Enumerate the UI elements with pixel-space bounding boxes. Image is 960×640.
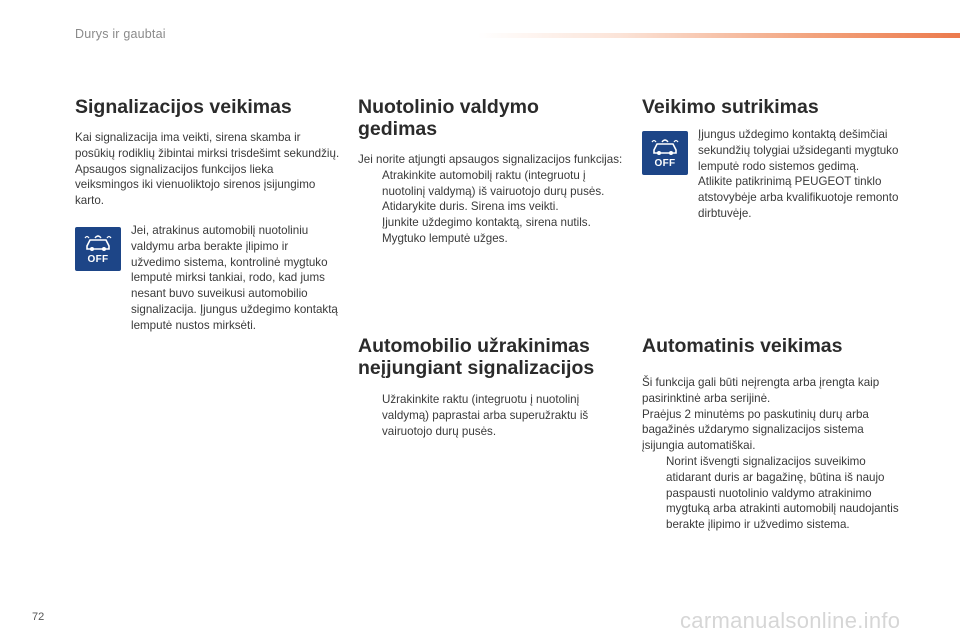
- column-nuotolinio: [358, 96, 623, 247]
- alarm-off-icon: [75, 227, 121, 271]
- off-label: OFF: [654, 158, 676, 169]
- watermark: carmanualsonline.info: [680, 608, 901, 633]
- bullet-list-remote: [358, 168, 623, 247]
- icon-note-block: [642, 127, 907, 222]
- bullet-list-auto: [642, 454, 907, 533]
- icon-note-text-service: Atlikite patikrinimą PEUGEOT tinklo atstovybėje arba kvalifikuotoje remonto dirbtuvėje.: [698, 175, 899, 220]
- list-item: Atrakinkite automobilį raktu (integruotu į nuotolinį valdymą) iš vairuotojo durų pusės.: [382, 168, 605, 198]
- column-veikimo: [642, 96, 907, 222]
- page-number: 72: [32, 611, 45, 623]
- icon-note-text-fault: Įjungus uždegimo kontaktą dešimčiai sekundžių tolygiai užsideganti mygtuko lemputė rodo sistemos gedimą.: [698, 128, 899, 173]
- paragraph-functions: Apsaugos signalizacijos funkcijos lieka veiksmingos iki vienuoliktojo sirenos įsijungimo karto.: [75, 162, 316, 208]
- bullet-list-lock: [358, 392, 623, 439]
- off-label: OFF: [87, 253, 109, 265]
- icon-note-text: Jei, atrakinus automobilį nuotoliniu valdymu arba berakte įlipimo ir užvedimo sistema, kontrolinė mygtuko lemputė mirksi tankiai, rodo, kad jums nesant buvo suveikusi automobilio signalizacija. Įjungus uždegimo kontaktą lemputė nustos mirksėti.: [131, 223, 338, 332]
- paragraph-auto: Praėjus 2 minutėms po paskutinių durų arba bagažinės uždarymo signalizacijos sistema įsijungia automatiškai.: [642, 407, 869, 453]
- paragraph-intro: Jei norite atjungti apsaugos signalizacijos funkcijas:: [358, 153, 623, 166]
- section-header-title: Durys ir gaubtai: [75, 27, 166, 41]
- section-automatinis: [642, 335, 907, 533]
- car-lock-icon: [83, 234, 113, 252]
- list-item: Atidarykite duris. Sirena ims veikti.: [382, 200, 559, 214]
- section-uzrakinimas: [358, 335, 623, 439]
- heading-nuotolinio-valdymo-gedimas: Nuotolinio valdymo gedimas: [358, 96, 539, 140]
- paragraph-siren: Kai signalizacija ima veikti, sirena skamba ir posūkių rodiklių žibintai mirksi trisdešimt sekundžių.: [75, 131, 340, 160]
- heading-automatinis-veikimas: Automatinis veikimas: [642, 335, 843, 357]
- icon-note-block: [75, 223, 340, 334]
- column-signalizacijos: [75, 96, 340, 334]
- heading-automobilio-uzrakinimas: Automobilio užrakinimas neįjungiant signalizacijos: [358, 335, 595, 379]
- car-lock-icon: [650, 138, 680, 156]
- paragraph-option: Ši funkcija gali būti neįrengta arba įrengta kaip pasirinktinė arba serijinė.: [642, 376, 880, 405]
- list-item: Užrakinkite raktu (integruotu į nuotolinį valdymą) paprastai arba superužraktu iš vairuotojo durų pusės.: [382, 393, 589, 438]
- list-item: Norint išvengti signalizacijos suveikimo atidarant duris ar bagažinę, būtina iš naujo paspausti nuotolinio valdymo atrakinimo mygtuką arba atrakinti automobilį naudojantis berakte įlipimo ir užvedimo sistema.: [666, 454, 899, 532]
- heading-veikimo-sutrikimas: Veikimo sutrikimas: [642, 96, 819, 118]
- heading-signalizacijos-veikimas: Signalizacijos veikimas: [75, 96, 292, 118]
- alarm-off-icon: [642, 131, 688, 175]
- header-accent-bar: [478, 33, 960, 38]
- list-item: Įjunkite uždegimo kontaktą, sirena nutils. Mygtuko lemputė užges.: [382, 216, 591, 245]
